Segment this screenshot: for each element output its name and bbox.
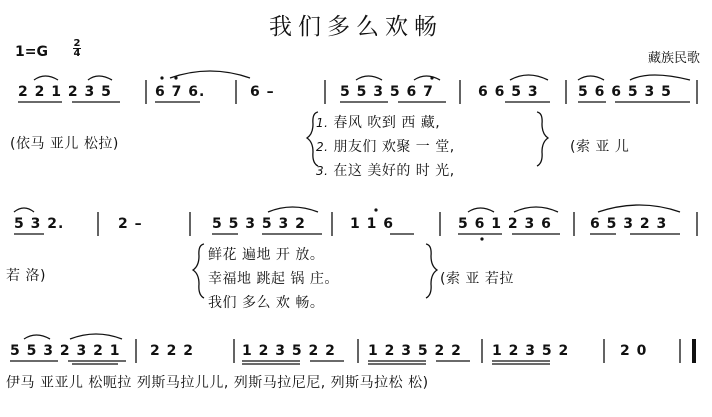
verse-text-3: 在这 美好的 时 光, (333, 163, 455, 179)
slur (24, 335, 50, 339)
measure-3-4: 1 2 3 5 2 2 (368, 343, 462, 359)
verse-text-1: 春风 吹到 西 藏, (333, 115, 441, 131)
slur (510, 75, 548, 80)
measure-3-2: 2 2 2 (150, 343, 194, 359)
measure-3-1: 5 5 3 2 3 2 1 (10, 343, 121, 359)
measure-2-2: 2 – (118, 216, 143, 232)
slur (468, 208, 494, 212)
measure-2-1: 5 3 2. (14, 216, 65, 232)
slur (34, 76, 58, 80)
octave-dot (374, 208, 377, 211)
measure-2-4: 1 1 6 (350, 216, 394, 232)
slur (14, 208, 34, 212)
lyric-3: 伊马 亚亚儿 松呃拉 列斯马拉儿儿, 列斯马拉尼尼, 列斯马拉松 松) (6, 375, 429, 391)
slur (70, 334, 122, 339)
measure-3-5: 1 2 3 5 2 (492, 343, 570, 359)
brace-right (537, 112, 548, 166)
measure-1-6: 5 6 6 5 3 5 (578, 84, 672, 100)
verse-number-2: 2. (316, 140, 329, 154)
measure-1-2: 6 7 6. (155, 84, 206, 100)
brace-left (307, 112, 318, 166)
octave-dot (480, 237, 483, 240)
octave-dot (160, 76, 163, 79)
measure-1-1: 2 2 1 2 3 5 (18, 84, 112, 100)
measure-1-3: 6 – (250, 84, 275, 100)
time-signature-top: 2 (73, 38, 81, 49)
brace-right (426, 244, 437, 298)
measure-2-3: 5 5 3 5 3 2 (212, 216, 306, 232)
slur (630, 75, 690, 80)
lyric-1-right: (索 亚 儿 (570, 139, 630, 155)
octave-dot (430, 76, 433, 79)
verse-number-1: 1. (316, 116, 329, 130)
measure-2-5: 5 6 1 2 3 6 (458, 216, 552, 232)
measure-1-5: 6 6 5 3 (478, 84, 539, 100)
measure-3-6: 2 0 (620, 343, 648, 359)
slur (578, 76, 604, 80)
octave-dot (174, 76, 177, 79)
verse-2-line-2: 幸福地 跳起 锅 庄。 (208, 271, 339, 287)
measure-2-6: 6 5 3 2 3 (590, 216, 668, 232)
song-title: 我们多么欢畅 (269, 14, 443, 40)
lyric-1-left: (依马 亚儿 松拉) (10, 136, 119, 152)
brace-left (193, 244, 204, 298)
lyric-2-left: 若 洛) (6, 268, 46, 284)
key-signature: 1=G (15, 44, 48, 60)
time-signature-bottom: 4 (73, 48, 81, 59)
measure-3-3: 1 2 3 5 2 2 (242, 343, 336, 359)
slur (268, 207, 318, 212)
lyric-2-right: (索 亚 若拉 (440, 271, 514, 287)
verse-2-line-3: 我们 多么 欢 畅。 (208, 295, 325, 311)
slur (356, 76, 382, 80)
verse-2-line-1: 鲜花 遍地 开 放。 (208, 247, 325, 263)
slur (170, 71, 250, 78)
slur (598, 205, 680, 212)
source-attribution: 藏族民歌 (647, 51, 700, 66)
slur (414, 76, 440, 80)
measure-1-4: 5 5 3 5 6 7 (340, 84, 434, 100)
slur (514, 207, 558, 212)
verse-text-2: 朋友们 欢聚 一 堂, (333, 139, 455, 155)
slur (88, 76, 112, 80)
verse-number-3: 3. (316, 164, 329, 178)
